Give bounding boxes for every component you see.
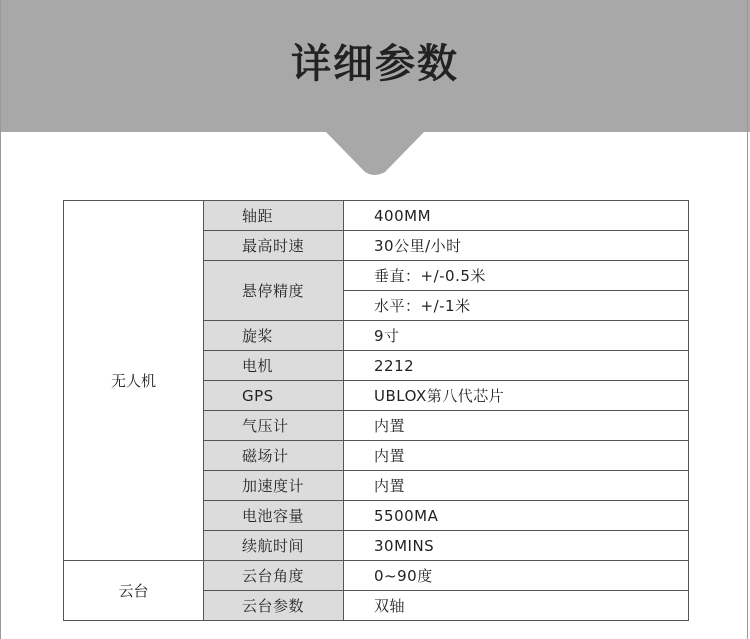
- value-cell: 0~90度: [344, 561, 689, 591]
- param-cell: 最高时速: [204, 231, 344, 261]
- param-cell: 磁场计: [204, 441, 344, 471]
- table-row: [64, 201, 689, 231]
- value-cell: 内置: [344, 441, 689, 471]
- value-cell: 2212: [344, 351, 689, 381]
- value-cell: 内置: [344, 471, 689, 501]
- value-cell: 双轴: [344, 591, 689, 621]
- table-row: [64, 561, 689, 591]
- param-cell: 加速度计: [204, 471, 344, 501]
- value-cell: UBLOX第八代芯片: [344, 381, 689, 411]
- group-cell-drone: 无人机: [64, 201, 204, 561]
- value-cell: 内置: [344, 411, 689, 441]
- param-cell: GPS: [204, 381, 344, 411]
- page-title: 详细参数: [291, 41, 459, 87]
- param-cell: 云台参数: [204, 591, 344, 621]
- value-cell: 垂直：+/-0.5米: [344, 261, 689, 291]
- value-cell: 30公里/小时: [344, 231, 689, 261]
- param-cell: 轴距: [204, 201, 344, 231]
- spec-table: [63, 200, 689, 621]
- param-cell: 电机: [204, 351, 344, 381]
- param-cell: 续航时间: [204, 531, 344, 561]
- value-cell: 400MM: [344, 201, 689, 231]
- group-cell-gimbal: 云台: [64, 561, 204, 621]
- param-cell: 电池容量: [204, 501, 344, 531]
- value-cell: 水平：+/-1米: [344, 291, 689, 321]
- param-cell: 悬停精度: [204, 261, 344, 321]
- param-cell: 旋桨: [204, 321, 344, 351]
- param-cell: 云台角度: [204, 561, 344, 591]
- value-cell: 5500MA: [344, 501, 689, 531]
- value-cell: 9寸: [344, 321, 689, 351]
- value-cell: 30MINS: [344, 531, 689, 561]
- param-cell: 气压计: [204, 411, 344, 441]
